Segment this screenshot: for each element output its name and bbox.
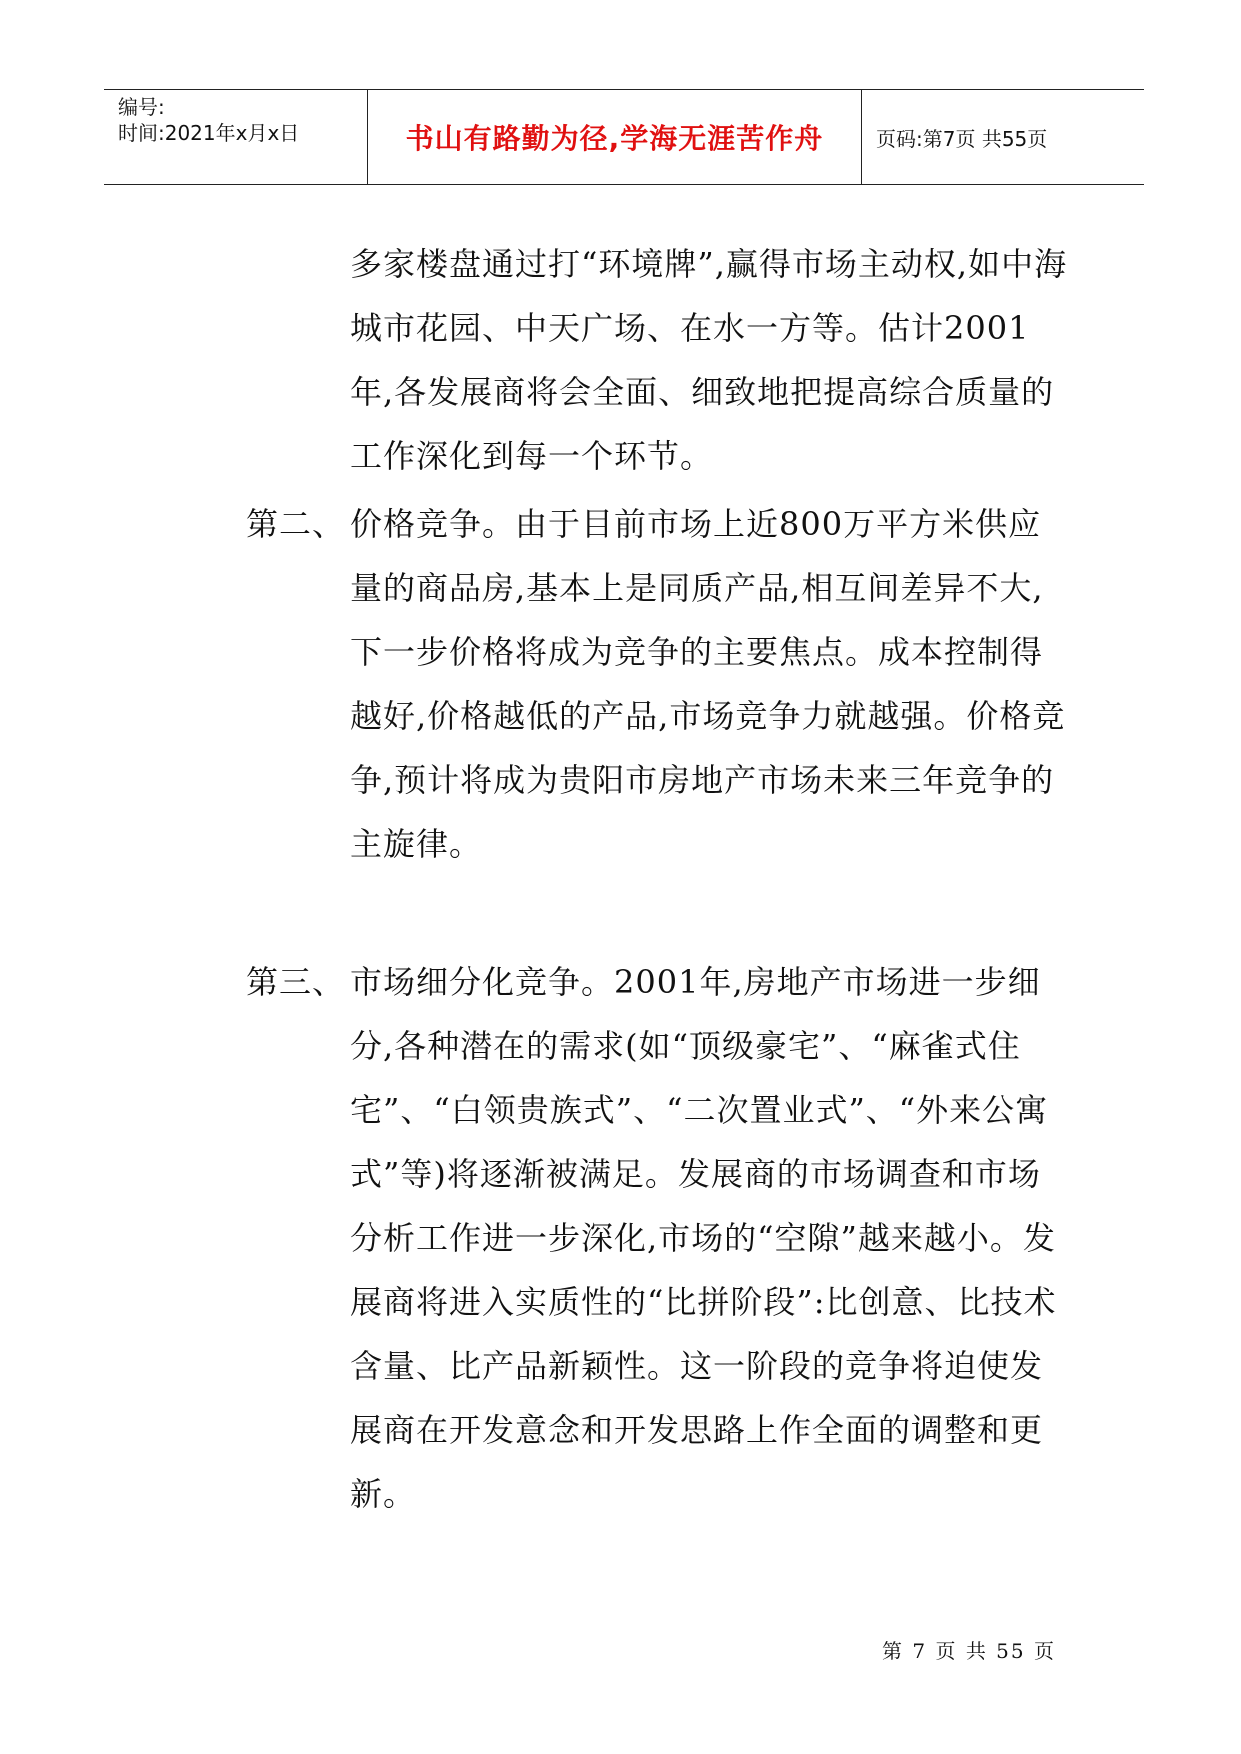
list-item-text: 市场细分化竞争。2001年,房地产市场进一步细分,各种潜在的需求(如“顶级豪宅”、“麻雀式住宅”、“白领贵族式”、“二次置业式”、“外来公寓式”等)将逐渐被满足。发展商的市场调查和市场分析工作进一步深化,市场的“空隙”越来越小。发展商将进入实质性的“比拼阶段”:比创意、比技术含量、比产品新颖性。这一阶段的竞争将迫使发展商在开发意念和开发思路上作全面的调整和更新。 [350,963,1057,1513]
list-item-label: 第二、 [246,505,346,543]
serial-number-label: 编号: [118,95,165,119]
list-item [246,950,1076,1526]
list-item [246,492,1076,876]
page-header [104,89,1144,185]
header-page-number: 页码:第7页 共55页 [876,126,1048,151]
continuation-paragraph: 多家楼盘通过打“环境牌”,赢得市场主动权,如中海城市花园、中天广场、在水一方等。估计2001年,各发展商将会全面、细致地把提高综合质量的工作深化到每一个环节。 [350,245,1068,475]
page-footer: 第 7 页 共 55 页 [882,1639,1056,1663]
list-item-label: 第三、 [246,963,346,1001]
header-motto: 书山有路勤为径,学海无涯苦作舟 [368,90,862,184]
list-item-text: 价格竞争。由于目前市场上近800万平方米供应量的商品房,基本上是同质产品,相互间差异不大,下一步价格将成为竞争的主要焦点。成本控制得越好,价格越低的产品,市场竞争力就越强。价格竞争,预计将成为贵阳市房地产市场未来三年竞争的主旋律。 [350,505,1066,863]
header-meta [104,90,368,184]
time-label: 时间:2021年x月x日 [118,121,300,145]
